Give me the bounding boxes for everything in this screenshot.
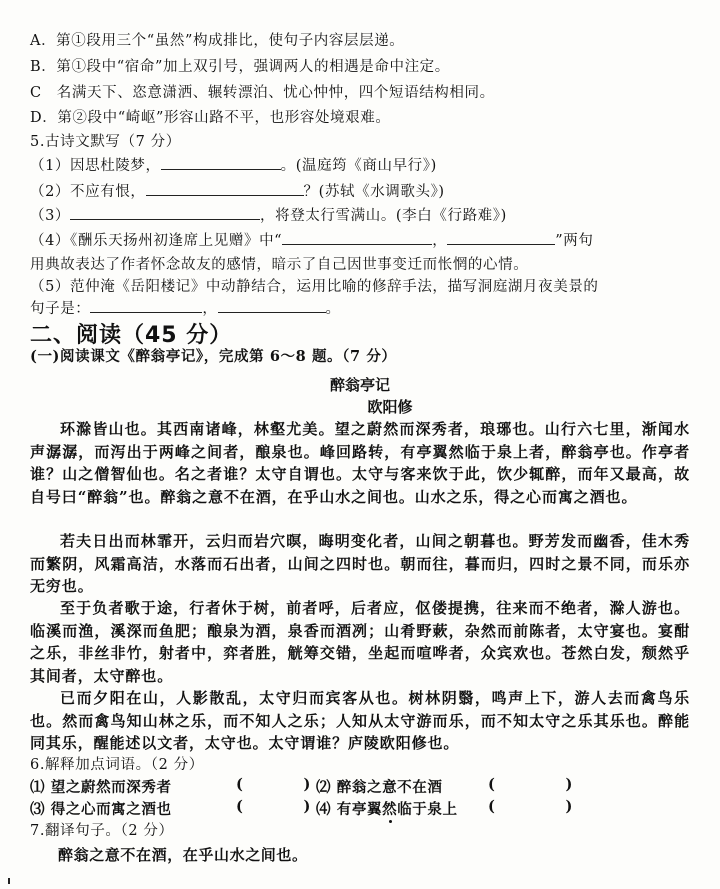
essay-paragraph-3: 至于负者歌于途，行者休于树，前者呼，后者应，伛偻提携，往来而不绝者，滁人游也。临溪而渔，溪深而鱼肥；酿泉为酒，泉香而酒冽；山肴野蔌，杂然而前陈者，太守宴也。宴酣之乐，非丝非竹，射者中，弈者胜，觥筹交错，坐起而喧哗者，众宾欢也。苍然白发，颓然乎其间者，太守醉也。: [30, 599, 690, 686]
q5-item-1: [30, 155, 437, 177]
q5-item-5-blank-1[interactable]: [90, 298, 202, 313]
option-c: C 名满天下、恣意潇洒、辗转漂泊、忧心忡忡，四个短语结构相同。: [30, 85, 495, 101]
q7-sentence: 醉翁之意不在酒，在乎山水之间也。: [58, 846, 308, 864]
essay-paragraph-4: 已而夕阳在山，人影散乱，太守归而宾客从也。树林阴翳，鸣声上下，游人去而禽鸟乐也。然而禽鸟知山林之乐，而不知人之乐；人知从太守游而乐，而不知太守之乐其乐也。醉能同其乐，醒能述以文者，太守也。太守谓谁？庐陵欧阳修也。: [30, 689, 690, 753]
q5-item-1-pre: （1）因思杜陵梦，: [30, 158, 161, 174]
q5-item-4-post: ”两句: [555, 233, 594, 249]
q5-item-5-post: 。: [325, 301, 341, 317]
q5-item-3-pre: （3）: [30, 208, 71, 224]
q6-item-2-text: 醉翁之意不在酒: [336, 779, 443, 796]
option-a: A．第①段用三个“虽然”构成排比，使句子内容层层递。: [30, 33, 405, 49]
essay-title: 醉翁亭记: [329, 376, 390, 394]
q6-item-1-answer[interactable]: [236, 776, 311, 793]
q6-item-1-open-paren: (: [236, 776, 244, 793]
q6-item-1-text: 望之蔚然而深秀者: [50, 779, 172, 796]
q6-item-1: [30, 776, 172, 797]
essay-paragraph-2: 若夫日出而林霏开，云归而岩穴暝，晦明变化者，山间之朝暮也。野芳发而幽香，佳木秀而繁阴，风霜高洁，水落而石出者，山间之四时也。朝而往，暮而归，四时之景不同，而乐亦无穷也。: [30, 532, 690, 596]
q6-item-1-num: ⑴: [30, 779, 46, 796]
q5-item-5-blank-2[interactable]: [218, 298, 326, 313]
q6-item-4-text-a: 有亭翼: [336, 801, 383, 818]
q5-item-5-pre: 句子是：: [30, 301, 91, 317]
section-title: 二、阅读（45 分）: [30, 323, 233, 348]
q6-item-4-dotted-word: 然: [382, 801, 398, 818]
q5-item-1-blank[interactable]: [161, 155, 281, 170]
q5-item-1-post: 。(温庭筠《商山早行》): [280, 158, 437, 174]
q5-item-4-mid: ，: [432, 233, 448, 249]
q5-item-3-blank[interactable]: [70, 205, 260, 220]
q6-item-3-answer[interactable]: [236, 798, 311, 815]
q6-item-4-open-paren: (: [488, 798, 496, 815]
option-d: D．第②段中“崎岖”形容山路不平，也形容处境艰难。: [30, 110, 391, 126]
q5-item-3: [30, 205, 507, 227]
scan-speck: [8, 878, 10, 884]
q5-item-4: [30, 230, 594, 252]
q6-item-3-close-paren: ): [303, 798, 311, 815]
q6-title: 6.解释加点词语。（2 分）: [30, 757, 204, 773]
q6-item-4-close-paren: ): [565, 798, 573, 815]
q7-title: 7.翻译句子。（2 分）: [30, 823, 174, 839]
q6-item-2-answer[interactable]: [488, 776, 573, 793]
q5-item-5-answer: [30, 298, 341, 320]
q6-item-3: [30, 798, 172, 819]
q5-item-3-post: ，将登太行雪满山。(李白《行路难》): [260, 208, 507, 224]
q6-item-2-close-paren: ): [565, 776, 573, 793]
q6-item-3-open-paren: (: [236, 798, 244, 815]
q6-item-2: [316, 776, 442, 797]
q5-item-4-continued: 用典故表达了作者怀念故友的感情，暗示了自己因世事变迁而怅惘的心情。: [30, 257, 529, 273]
q5-item-5: （5）范仲淹《岳阳楼记》中动静结合，运用比喻的修辞手法，描写洞庭湖月夜美景的: [30, 279, 599, 295]
q5-item-2: [30, 181, 445, 203]
option-b: B．第①段中“宿命”加上双引号，强调两人的相遇是命中注定。: [30, 59, 450, 75]
q6-item-1-close-paren: ): [303, 776, 311, 793]
q5-title: 5.古诗文默写（7 分）: [30, 134, 181, 150]
q5-item-2-blank[interactable]: [146, 181, 304, 196]
q5-item-5-mid: ，: [202, 301, 218, 317]
essay-paragraph-1: 环滁皆山也。其西南诸峰，林壑尤美。望之蔚然而深秀者，琅琊也。山行六七里，渐闻水声潺潺，而泻出于两峰之间者，酿泉也。峰回路转，有亭翼然临于泉上者，醉翁亭也。作亭者谁？山之僧智仙也。名之者谁？太守自谓也。太守与客来饮于此，饮少辄醉，而年又最高，故自号曰“醉翁”也。醉翁之意不在酒，在乎山水之间也。山水之乐，得之心而寓之酒也。: [30, 420, 690, 507]
q5-item-2-post: ？(苏轼《水调歌头》): [303, 184, 445, 200]
section-subtitle: (一)阅读课文《醉翁亭记》，完成第 6～8 题。（7 分）: [30, 348, 397, 365]
q6-item-4-text-c: 临于泉上: [397, 801, 458, 818]
q5-item-4-blank-1[interactable]: [282, 230, 432, 245]
q6-item-4-num: ⑷: [316, 801, 332, 818]
q5-item-4-pre: （4）《酬乐天扬州初逢席上见赠》中“: [30, 233, 283, 249]
q6-item-2-open-paren: (: [488, 776, 496, 793]
q6-item-2-num: ⑵: [316, 779, 332, 796]
q6-item-3-text: 得之心而寓之酒也: [50, 801, 172, 818]
q6-item-4: [316, 798, 458, 819]
essay-author: 欧阳修: [367, 398, 413, 416]
q6-item-3-num: ⑶: [30, 801, 46, 818]
q5-item-4-blank-2[interactable]: [447, 230, 555, 245]
q6-item-4-answer[interactable]: [488, 798, 573, 815]
q5-item-2-pre: （2）不应有恨，: [30, 184, 146, 200]
